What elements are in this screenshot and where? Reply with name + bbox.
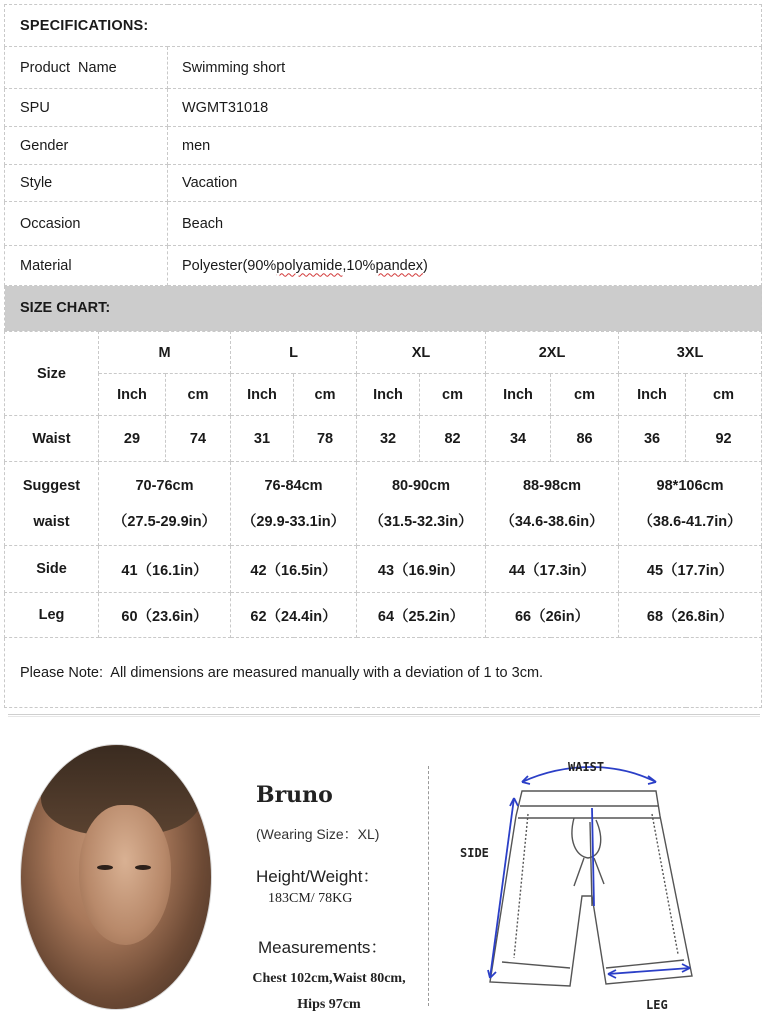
size-xl: XL — [357, 332, 486, 374]
waist-value: 36 — [619, 416, 686, 462]
suggest-waist-label — [5, 462, 99, 546]
size-label: Size — [5, 332, 99, 416]
unit-cm: cm — [166, 374, 231, 416]
leg-value: 62（24.4in） — [231, 593, 357, 638]
size-l: L — [231, 332, 357, 374]
waist-value: 92 — [686, 416, 762, 462]
measurements-line2: Hips 97cm — [297, 997, 361, 1012]
size-m: M — [99, 332, 231, 374]
material-word-pandex: pandex — [375, 257, 424, 274]
measurements-line1: Chest 102cm,Waist 80cm, — [252, 971, 406, 986]
leg-diagram-label: LEG — [646, 998, 668, 1012]
unit-cm: cm — [420, 374, 486, 416]
model-info — [252, 782, 426, 1018]
size-chart-table — [4, 331, 762, 708]
side-row — [5, 546, 762, 593]
height-weight-value: 183CM/ 78KG — [268, 891, 353, 906]
leg-label: Leg — [5, 593, 99, 638]
suggest-waist-row — [5, 462, 762, 546]
suggest-cm: 80-90cm — [391, 477, 451, 494]
waist-value: 31 — [231, 416, 294, 462]
side-value: 42（16.5in） — [231, 546, 357, 593]
spec-key: Gender — [5, 127, 168, 165]
model-section — [0, 730, 762, 1024]
spec-key: Occasion — [5, 202, 168, 246]
suggest-cm: 98*106cm — [656, 477, 724, 494]
material-word-polyamide: polyamide — [276, 257, 343, 274]
spec-row — [5, 202, 762, 246]
leg-value: 60（23.6in） — [99, 593, 231, 638]
specifications-table — [4, 4, 761, 708]
waist-row — [5, 416, 762, 462]
spec-key: SPU — [5, 89, 168, 127]
suggest-waist-cell — [486, 462, 619, 546]
leg-value: 64（25.2in） — [357, 593, 486, 638]
unit-inch: Inch — [231, 374, 294, 416]
wearing-size: (Wearing Size：XL) — [256, 826, 380, 842]
left-eye-shape — [97, 865, 113, 870]
size-2xl: 2XL — [486, 332, 619, 374]
waist-value: 32 — [357, 416, 420, 462]
waist-diagram-label: WAIST — [568, 760, 605, 774]
waist-value: 29 — [99, 416, 166, 462]
spec-row — [5, 127, 762, 165]
side-diagram-label: SIDE — [460, 846, 489, 860]
material-suffix: ) — [423, 257, 428, 274]
right-eye-shape — [135, 865, 151, 870]
unit-cm: cm — [294, 374, 357, 416]
size-chart-heading: SIZE CHART: — [5, 286, 762, 331]
suggest-waist-cell — [357, 462, 486, 546]
unit-inch: Inch — [619, 374, 686, 416]
waist-label: Waist — [5, 416, 99, 462]
leg-value: 66（26in） — [486, 593, 619, 638]
spec-row — [5, 47, 762, 89]
side-label: Side — [5, 546, 99, 593]
waist-value: 78 — [294, 416, 357, 462]
measurement-note: Please Note: All dimensions are measured manually with a deviation of 1 to 3cm. — [5, 638, 762, 708]
suggest-inch: （34.6-38.6in） — [500, 513, 604, 530]
unit-row — [5, 374, 762, 416]
waist-value: 74 — [166, 416, 231, 462]
shorts-outline-icon — [456, 746, 716, 1016]
suggest-waist-cell — [99, 462, 231, 546]
waist-value: 34 — [486, 416, 551, 462]
spec-value: men — [168, 127, 762, 165]
suggest-waist-cell — [231, 462, 357, 546]
suggest-waist-cell — [619, 462, 762, 546]
unit-inch: Inch — [99, 374, 166, 416]
spec-key: Style — [5, 165, 168, 202]
measurements-value — [234, 966, 424, 1018]
specifications-heading: SPECIFICATIONS: — [5, 5, 762, 47]
suggest-cm: 88-98cm — [522, 477, 582, 494]
height-weight-label: Height/Weight： — [256, 867, 380, 886]
suggest-cm: 70-76cm — [135, 477, 194, 494]
side-value: 41（16.1in） — [99, 546, 231, 593]
specifications-header — [5, 5, 762, 47]
suggest-label-line1: Suggest — [22, 477, 81, 494]
unit-inch: Inch — [486, 374, 551, 416]
size-chart-header — [5, 286, 762, 331]
dashed-separator — [428, 766, 429, 1006]
waist-value: 86 — [551, 416, 619, 462]
side-value: 43（16.9in） — [357, 546, 486, 593]
suggest-label-line2: waist — [33, 513, 70, 530]
waist-value: 82 — [420, 416, 486, 462]
unit-inch: Inch — [357, 374, 420, 416]
suggest-cm: 76-84cm — [264, 477, 323, 494]
size-header-row — [5, 332, 762, 374]
note-row — [5, 638, 762, 708]
material-prefix: Polyester(90% — [182, 257, 277, 274]
unit-cm: cm — [686, 374, 762, 416]
size-3xl: 3XL — [619, 332, 762, 374]
suggest-inch: （31.5-32.3in） — [369, 513, 473, 530]
material-mid: ,10% — [342, 257, 376, 274]
spec-value: Beach — [168, 202, 762, 246]
spec-row — [5, 89, 762, 127]
model-name: Bruno — [256, 782, 333, 808]
section-divider — [8, 714, 760, 717]
suggest-inch: （27.5-29.9in） — [112, 513, 217, 530]
side-value: 45（17.7in） — [619, 546, 762, 593]
spec-row — [5, 165, 762, 202]
spec-value: WGMT31018 — [168, 89, 762, 127]
leg-row — [5, 593, 762, 638]
shorts-diagram — [456, 746, 716, 1016]
spec-value: Vacation — [168, 165, 762, 202]
suggest-inch: （38.6-41.7in） — [638, 513, 742, 530]
spec-value: Swimming short — [168, 47, 762, 89]
suggest-inch: （29.9-33.1in） — [241, 513, 346, 530]
leg-value: 68（26.8in） — [619, 593, 762, 638]
face-shape — [79, 805, 171, 945]
measurements-label: Measurements： — [258, 938, 388, 957]
spec-key: Product Name — [5, 47, 168, 89]
spec-value — [168, 246, 762, 286]
side-value: 44（17.3in） — [486, 546, 619, 593]
spec-key: Material — [5, 246, 168, 286]
unit-cm: cm — [551, 374, 619, 416]
model-portrait — [20, 744, 212, 1010]
spec-row-material — [5, 246, 762, 286]
